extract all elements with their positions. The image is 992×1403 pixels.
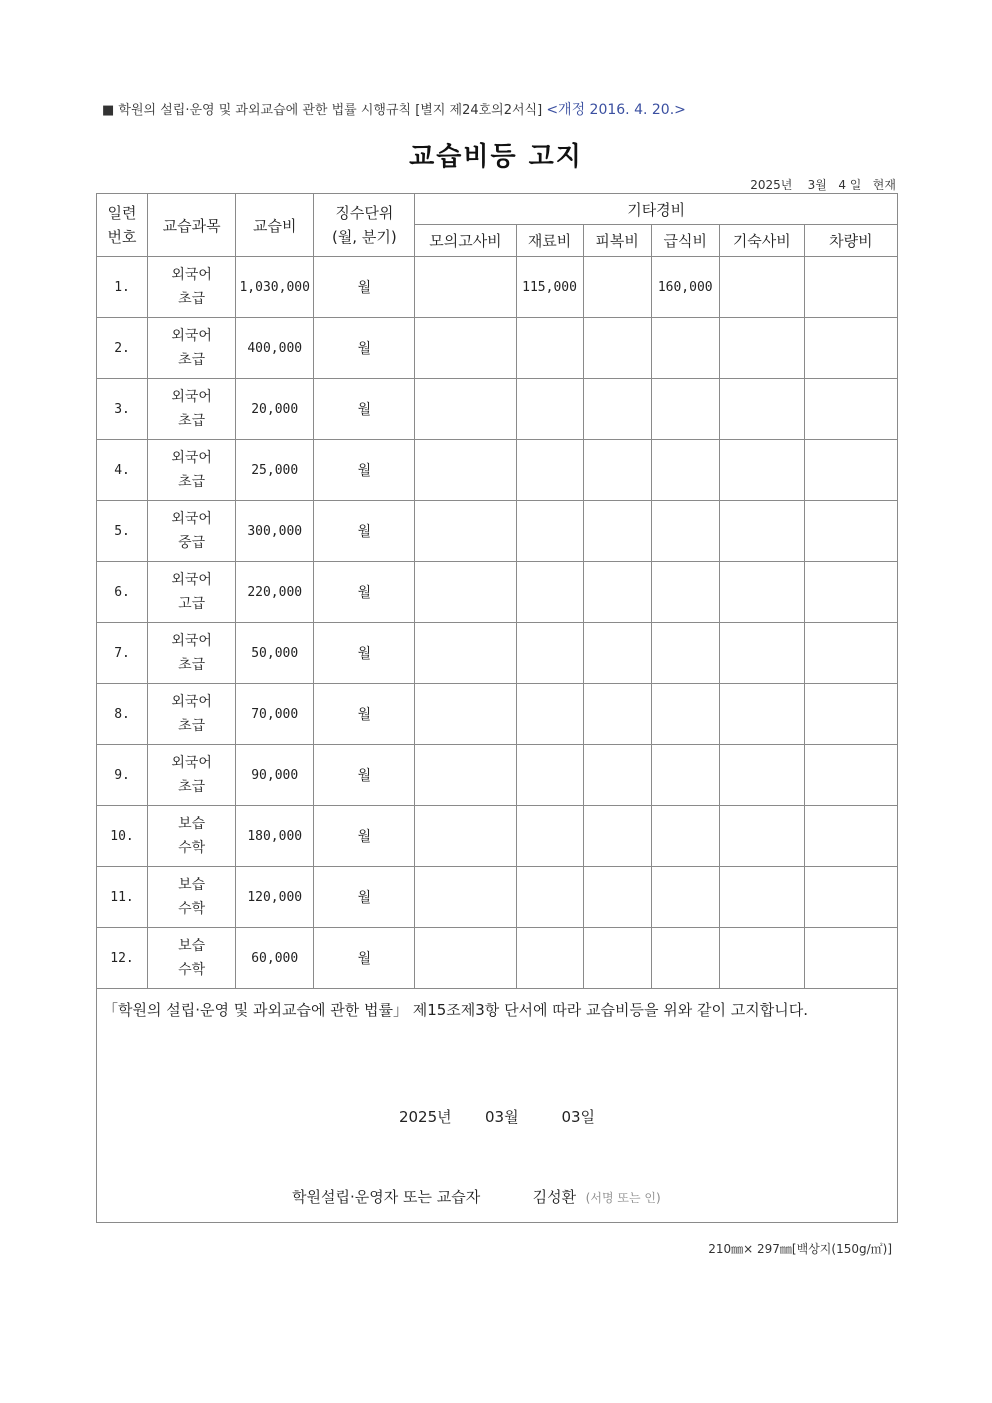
other-expense-cell (583, 806, 651, 867)
serial-number-cell: 6. (97, 562, 148, 623)
other-expense-cell (719, 440, 804, 501)
other-expense-cell (804, 562, 897, 623)
header-other-item: 재료비 (516, 225, 583, 257)
subject-cell: 외국어 초급 (148, 318, 236, 379)
subject-cell: 외국어 초급 (148, 440, 236, 501)
table-row (97, 257, 898, 318)
other-expense-cell (804, 501, 897, 562)
subject-cell: 외국어 중급 (148, 501, 236, 562)
header-other-item: 모의고사비 (415, 225, 516, 257)
subject-cell: 외국어 초급 (148, 623, 236, 684)
serial-number-cell: 4. (97, 440, 148, 501)
notice-statement: 「학원의 설립·운영 및 과외교습에 관한 법률」 제15조제3항 단서에 따라 교습비등을 위와 같이 고지합니다. (103, 1001, 808, 1019)
other-expense-cell (415, 501, 516, 562)
other-expense-cell (651, 928, 719, 989)
other-expense-cell (516, 501, 583, 562)
serial-number-cell: 7. (97, 623, 148, 684)
other-expense-cell: 160,000 (651, 257, 719, 318)
other-expense-cell (651, 745, 719, 806)
tuition-fee-cell: 25,000 (236, 440, 314, 501)
signer-role: 학원설립·운영자 또는 교습자 (292, 1188, 481, 1206)
table-row (97, 745, 898, 806)
other-expense-cell (804, 806, 897, 867)
table-row (97, 318, 898, 379)
other-expense-cell (719, 501, 804, 562)
tuition-fee-cell: 300,000 (236, 501, 314, 562)
other-expense-cell (719, 257, 804, 318)
header-other-item: 기숙사비 (719, 225, 804, 257)
other-expense-cell (583, 928, 651, 989)
serial-number-cell: 3. (97, 379, 148, 440)
table-row (97, 867, 898, 928)
other-expense-cell (415, 318, 516, 379)
other-expense-cell (719, 318, 804, 379)
other-expense-cell (415, 440, 516, 501)
table-row (97, 928, 898, 989)
other-expense-cell (516, 379, 583, 440)
other-expense-cell (719, 562, 804, 623)
serial-number-cell: 8. (97, 684, 148, 745)
collection-unit-cell: 월 (314, 623, 415, 684)
table-row (97, 379, 898, 440)
other-expense-cell (651, 440, 719, 501)
other-expense-cell (415, 379, 516, 440)
collection-unit-cell: 월 (314, 257, 415, 318)
other-expense-cell (516, 623, 583, 684)
subject-cell: 외국어 초급 (148, 745, 236, 806)
other-expense-cell (719, 684, 804, 745)
amendment-note: <개정 2016. 4. 20.> (546, 102, 686, 118)
other-expense-cell (583, 440, 651, 501)
other-expense-cell (415, 806, 516, 867)
table-row (97, 562, 898, 623)
table-row (97, 501, 898, 562)
other-expense-cell: 115,000 (516, 257, 583, 318)
signature-date: 2025년 03월 03일 (398, 1108, 596, 1126)
collection-unit-cell: 월 (314, 562, 415, 623)
other-expense-cell (651, 623, 719, 684)
other-expense-cell (651, 562, 719, 623)
other-expense-cell (415, 684, 516, 745)
serial-number-cell: 9. (97, 745, 148, 806)
other-expense-cell (415, 745, 516, 806)
serial-number-cell: 10. (97, 806, 148, 867)
collection-unit-cell: 월 (314, 501, 415, 562)
other-expense-cell (583, 257, 651, 318)
collection-unit-cell: 월 (314, 684, 415, 745)
notice-section (96, 986, 898, 1223)
tuition-fee-cell: 50,000 (236, 623, 314, 684)
other-expense-cell (583, 867, 651, 928)
signature-hint: (서명 또는 인) (585, 1191, 661, 1205)
tuition-fee-cell: 60,000 (236, 928, 314, 989)
serial-number-cell: 1. (97, 257, 148, 318)
other-expense-cell (516, 867, 583, 928)
header-serial-number-label: 일련 번호 (107, 204, 137, 246)
header-collection-unit (314, 194, 415, 257)
other-expense-cell (583, 501, 651, 562)
other-expense-cell (583, 623, 651, 684)
tuition-fee-cell: 70,000 (236, 684, 314, 745)
other-expense-cell (516, 928, 583, 989)
serial-number-cell: 5. (97, 501, 148, 562)
collection-unit-cell: 월 (314, 440, 415, 501)
collection-unit-cell: 월 (314, 928, 415, 989)
as-of-date: 2025년 3월 4 일 현재 (750, 178, 896, 192)
header-collection-unit-label: 징수단위 (월, 분기) (331, 204, 397, 246)
tuition-fee-cell: 90,000 (236, 745, 314, 806)
other-expense-cell (415, 562, 516, 623)
tuition-fee-cell: 180,000 (236, 806, 314, 867)
header-other-expenses: 기타경비 (415, 194, 898, 225)
tuition-fee-cell: 220,000 (236, 562, 314, 623)
other-expense-cell (583, 684, 651, 745)
tuition-fee-cell: 120,000 (236, 867, 314, 928)
other-expense-cell (516, 318, 583, 379)
subject-cell: 외국어 초급 (148, 379, 236, 440)
header-tuition-fee: 교습비 (236, 194, 314, 257)
other-expense-cell (804, 257, 897, 318)
other-expense-cell (583, 379, 651, 440)
table-row (97, 440, 898, 501)
other-expense-cell (516, 562, 583, 623)
fee-table (96, 193, 898, 989)
other-expense-cell (651, 379, 719, 440)
other-expense-cell (651, 501, 719, 562)
other-expense-cell (583, 562, 651, 623)
other-expense-cell (583, 745, 651, 806)
subject-cell: 보습 수학 (148, 928, 236, 989)
other-expense-cell (804, 684, 897, 745)
collection-unit-cell: 월 (314, 745, 415, 806)
other-expense-cell (719, 806, 804, 867)
other-expense-cell (651, 867, 719, 928)
other-expense-cell (415, 928, 516, 989)
other-expense-cell (651, 684, 719, 745)
collection-unit-cell: 월 (314, 867, 415, 928)
signature-line (292, 1186, 661, 1207)
collection-unit-cell: 월 (314, 379, 415, 440)
other-expense-cell (804, 928, 897, 989)
header-other-item: 차량비 (804, 225, 897, 257)
signer-name: 김성환 (532, 1188, 577, 1206)
collection-unit-cell: 월 (314, 806, 415, 867)
subject-cell: 외국어 고급 (148, 562, 236, 623)
paper-spec: 210㎜× 297㎜[백상지(150g/㎡)] (708, 1242, 892, 1256)
other-expense-cell (583, 318, 651, 379)
subject-cell: 보습 수학 (148, 806, 236, 867)
tuition-fee-cell: 1,030,000 (236, 257, 314, 318)
table-row (97, 806, 898, 867)
header-other-item: 피복비 (583, 225, 651, 257)
other-expense-cell (804, 867, 897, 928)
tuition-fee-cell: 20,000 (236, 379, 314, 440)
other-expense-cell (415, 257, 516, 318)
other-expense-cell (516, 684, 583, 745)
other-expense-cell (516, 440, 583, 501)
other-expense-cell (651, 318, 719, 379)
other-expense-cell (804, 440, 897, 501)
subject-cell: 외국어 초급 (148, 684, 236, 745)
serial-number-cell: 11. (97, 867, 148, 928)
regulation-text: ■ 학원의 설립·운영 및 과외교습에 관한 법률 시행규칙 [별지 제24호의2서식] (102, 103, 543, 118)
header-subject: 교습과목 (148, 194, 236, 257)
other-expense-cell (415, 867, 516, 928)
serial-number-cell: 12. (97, 928, 148, 989)
other-expense-cell (516, 806, 583, 867)
other-expense-cell (804, 379, 897, 440)
other-expense-cell (804, 623, 897, 684)
subject-cell: 외국어 초급 (148, 257, 236, 318)
other-expense-cell (804, 318, 897, 379)
subject-cell: 보습 수학 (148, 867, 236, 928)
page-title: 교습비등 고지 (409, 142, 583, 172)
regulation-header (102, 99, 686, 119)
other-expense-cell (651, 806, 719, 867)
other-expense-cell (516, 745, 583, 806)
other-expense-cell (719, 623, 804, 684)
other-expense-cell (719, 745, 804, 806)
other-expense-cell (415, 623, 516, 684)
other-expense-cell (719, 867, 804, 928)
header-other-item: 급식비 (651, 225, 719, 257)
other-expense-cell (719, 379, 804, 440)
table-row (97, 623, 898, 684)
table-row (97, 684, 898, 745)
header-serial-number (97, 194, 148, 257)
other-expense-cell (804, 745, 897, 806)
tuition-fee-cell: 400,000 (236, 318, 314, 379)
other-expense-cell (719, 928, 804, 989)
collection-unit-cell: 월 (314, 318, 415, 379)
serial-number-cell: 2. (97, 318, 148, 379)
